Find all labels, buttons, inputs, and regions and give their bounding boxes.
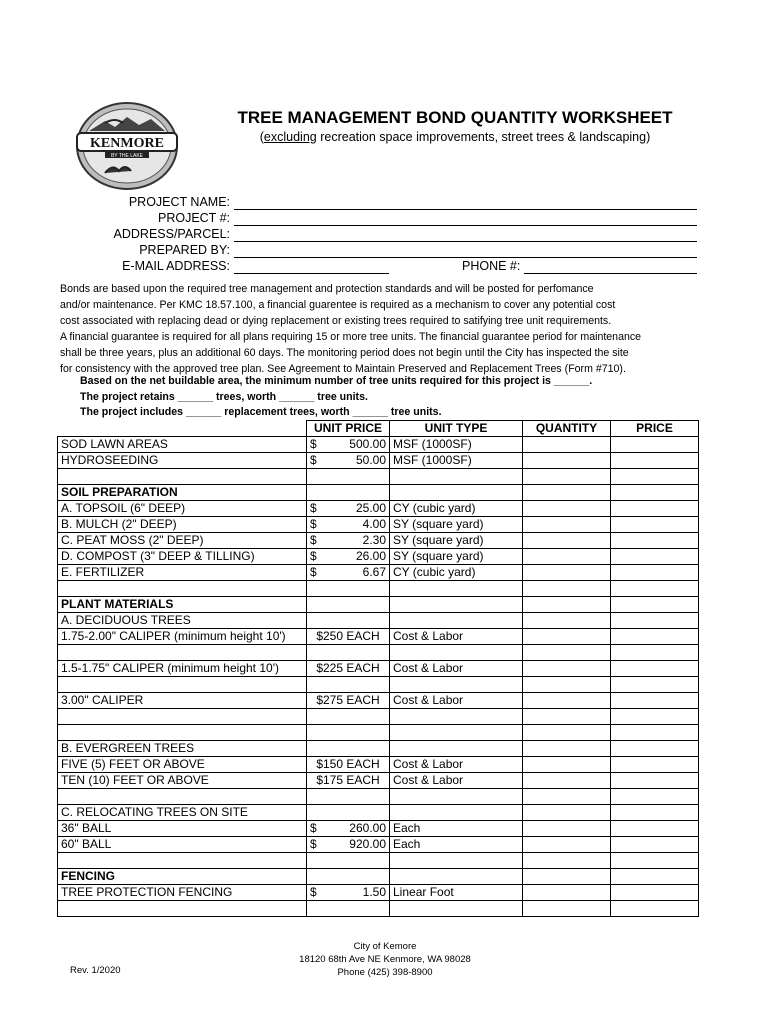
quantity-cell[interactable]: [523, 789, 611, 805]
table-row: [58, 549, 699, 565]
item-description: HYDROSEEDING: [58, 453, 307, 469]
price-cell[interactable]: [611, 517, 699, 533]
table-row: [58, 501, 699, 517]
quantity-cell[interactable]: [523, 709, 611, 725]
quantity-cell[interactable]: [523, 629, 611, 645]
quantity-cell[interactable]: [523, 533, 611, 549]
item-description: [58, 645, 307, 661]
para-line: shall be three years, plus an additional 60 days. The monitoring period does not begin until the City has inspected the site: [60, 347, 629, 359]
unit-price-cell: [307, 453, 390, 469]
unit-type-cell: [390, 581, 523, 597]
currency-symbol: $: [310, 437, 317, 451]
item-description: TEN (10) FEET OR ABOVE: [58, 773, 307, 789]
unit-type-cell: [390, 709, 523, 725]
price-cell[interactable]: [611, 709, 699, 725]
para-line: cost associated with replacing dead or dying replacement or existing trees required to satifying tree unit requirements.: [60, 315, 612, 327]
item-description: [58, 853, 307, 869]
project-number-field[interactable]: [234, 225, 697, 226]
item-description: 60" BALL: [58, 837, 307, 853]
price-cell[interactable]: [611, 869, 699, 885]
item-description: 36" BALL: [58, 821, 307, 837]
price-cell[interactable]: [611, 581, 699, 597]
quantity-cell[interactable]: [523, 741, 611, 757]
item-description: [58, 789, 307, 805]
price-cell[interactable]: [611, 469, 699, 485]
unit-price-cell: [307, 869, 390, 885]
quantity-cell[interactable]: [523, 613, 611, 629]
currency-symbol: $: [310, 549, 317, 563]
item-description: [58, 581, 307, 597]
unit-type-cell: [390, 485, 523, 501]
price-cell[interactable]: [611, 757, 699, 773]
tree-unit-statements: [80, 374, 592, 421]
item-description: TREE PROTECTION FENCING: [58, 885, 307, 901]
price-cell[interactable]: [611, 677, 699, 693]
unit-type-cell: [390, 613, 523, 629]
unit-type-cell: [390, 789, 523, 805]
currency-symbol: $: [310, 533, 317, 547]
unit-type-cell: Cost & Labor: [390, 661, 523, 677]
unit-type-cell: Cost & Labor: [390, 773, 523, 789]
price-cell[interactable]: [611, 661, 699, 677]
logo-name: KENMORE: [90, 136, 164, 151]
table-row: [58, 533, 699, 549]
unit-price-cell: [307, 805, 390, 821]
unit-type-cell: CY (cubic yard): [390, 501, 523, 517]
quantity-cell[interactable]: [523, 645, 611, 661]
currency-symbol: $: [310, 565, 317, 579]
item-description: A. TOPSOIL (6" DEEP): [58, 501, 307, 517]
item-description: D. COMPOST (3" DEEP & TILLING): [58, 549, 307, 565]
page-title: TREE MANAGEMENT BOND QUANTITY WORKSHEET: [237, 108, 673, 127]
footer-contact: [285, 940, 485, 979]
address-parcel-field[interactable]: [234, 241, 697, 242]
unit-price-amount: 50.00: [355, 453, 386, 467]
item-description: SOD LAWN AREAS: [58, 437, 307, 453]
unit-price-cell: [307, 741, 390, 757]
kenmore-logo: [75, 101, 179, 191]
unit-price-amount: 1.50: [362, 885, 386, 899]
quantity-cell[interactable]: [523, 837, 611, 853]
quantity-cell[interactable]: [523, 517, 611, 533]
table-row: [58, 869, 699, 885]
unit-price-cell: [307, 853, 390, 869]
item-description: FIVE (5) FEET OR ABOVE: [58, 757, 307, 773]
table-row: [58, 853, 699, 869]
price-cell[interactable]: [611, 645, 699, 661]
item-description: [58, 469, 307, 485]
unit-type-cell: CY (cubic yard): [390, 565, 523, 581]
item-description: [58, 677, 307, 693]
quantity-cell[interactable]: [523, 901, 611, 917]
quantity-cell[interactable]: [523, 677, 611, 693]
quantity-cell[interactable]: [523, 661, 611, 677]
table-row: [58, 645, 699, 661]
unit-type-cell: SY (square yard): [390, 549, 523, 565]
quantity-cell[interactable]: [523, 565, 611, 581]
table-row: [58, 773, 699, 789]
price-cell[interactable]: [611, 725, 699, 741]
para-line: Bonds are based upon the required tree management and protection standards and will be posted for perfomance: [60, 283, 594, 295]
para-line: A financial guarantee is required for all plans requiring 15 or more tree units. The financial guarantee period for maintenance: [60, 331, 642, 343]
unit-type-cell: SY (square yard): [390, 533, 523, 549]
quantity-cell[interactable]: [523, 725, 611, 741]
table-row: [58, 837, 699, 853]
unit-type-cell: [390, 469, 523, 485]
logo-tagline: BY THE LAKE: [110, 153, 144, 159]
section-heading: SOIL PREPARATION: [58, 485, 307, 501]
table-row: [58, 469, 699, 485]
unit-price-cell: [307, 565, 390, 581]
unit-type-cell: Linear Foot: [390, 885, 523, 901]
phone-field[interactable]: [524, 273, 697, 274]
item-description: B. MULCH (2" DEEP): [58, 517, 307, 533]
unit-price-cell: $175 EACH: [307, 773, 390, 789]
footer-city: City of Kemore: [353, 941, 417, 952]
email-label: E-MAIL ADDRESS:: [122, 259, 230, 273]
price-cell[interactable]: [611, 805, 699, 821]
table-row: [58, 597, 699, 613]
footer-phone: Phone (425) 398-8900: [337, 967, 433, 978]
unit-price-cell: [307, 885, 390, 901]
unit-price-cell: [307, 677, 390, 693]
quantity-cell[interactable]: [523, 773, 611, 789]
currency-symbol: $: [310, 453, 317, 467]
unit-price-cell: [307, 901, 390, 917]
section-heading: FENCING: [58, 869, 307, 885]
table-row: [58, 789, 699, 805]
unit-type-cell: [390, 853, 523, 869]
price-cell[interactable]: [611, 437, 699, 453]
item-description: 1.75-2.00" CALIPER (minimum height 10'): [58, 629, 307, 645]
quantity-cell[interactable]: [523, 885, 611, 901]
prepared-by-label: PREPARED BY:: [139, 243, 230, 257]
price-cell[interactable]: [611, 837, 699, 853]
unit-type-cell: SY (square yard): [390, 517, 523, 533]
unit-type-cell: [390, 869, 523, 885]
unit-price-amount: 260.00: [349, 821, 386, 835]
price-cell[interactable]: [611, 453, 699, 469]
unit-price-amount: 25.00: [355, 501, 386, 515]
quantity-cell[interactable]: [523, 757, 611, 773]
table-row: [58, 581, 699, 597]
table-row: [58, 629, 699, 645]
quantity-cell[interactable]: [523, 869, 611, 885]
header-price: PRICE: [611, 421, 699, 437]
quantity-cell[interactable]: [523, 485, 611, 501]
quantity-cell[interactable]: [523, 693, 611, 709]
quantity-cell[interactable]: [523, 805, 611, 821]
table-row: [58, 741, 699, 757]
replacement-trees-line: The project includes ______ replacement trees, worth ______ tree units.: [80, 406, 442, 418]
table-row: [58, 709, 699, 725]
price-cell[interactable]: [611, 885, 699, 901]
unit-type-cell: Cost & Labor: [390, 629, 523, 645]
unit-type-cell: [390, 677, 523, 693]
footer-address: 18120 68th Ave NE Kenmore, WA 98028: [299, 954, 471, 965]
unit-type-cell: [390, 645, 523, 661]
unit-type-cell: [390, 901, 523, 917]
price-cell[interactable]: [611, 565, 699, 581]
item-description: B. EVERGREEN TREES: [58, 741, 307, 757]
unit-price-cell: [307, 581, 390, 597]
item-description: [58, 725, 307, 741]
price-cell[interactable]: [611, 485, 699, 501]
unit-price-cell: [307, 533, 390, 549]
unit-price-cell: [307, 501, 390, 517]
min-tree-units-line: Based on the net buildable area, the minimum number of tree units required for this project is ______.: [80, 375, 593, 387]
price-cell[interactable]: [611, 853, 699, 869]
unit-type-cell: MSF (1000SF): [390, 437, 523, 453]
currency-symbol: $: [310, 837, 317, 851]
bond-description: [60, 281, 700, 377]
unit-type-cell: [390, 725, 523, 741]
table-row: [58, 821, 699, 837]
section-heading: PLANT MATERIALS: [58, 597, 307, 613]
email-field[interactable]: [234, 273, 389, 274]
price-cell[interactable]: [611, 501, 699, 517]
unit-price-amount: 500.00: [349, 437, 386, 451]
price-cell[interactable]: [611, 741, 699, 757]
price-cell[interactable]: [611, 789, 699, 805]
unit-price-cell: [307, 821, 390, 837]
currency-symbol: $: [310, 821, 317, 835]
project-number-label: PROJECT #:: [157, 211, 230, 225]
header-unit-type: UNIT TYPE: [390, 421, 523, 437]
unit-price-cell: [307, 517, 390, 533]
table-row: [58, 565, 699, 581]
header-blank: [58, 421, 307, 437]
unit-price-amount: 2.30: [362, 533, 386, 547]
unit-price-amount: 26.00: [355, 549, 386, 563]
price-cell[interactable]: [611, 597, 699, 613]
para-line: for consistency with the approved tree plan. See Agreement to Maintain Preserved and Replacement Trees (Form #710).: [60, 363, 626, 375]
currency-symbol: $: [310, 501, 317, 515]
item-description: C. PEAT MOSS (2" DEEP): [58, 533, 307, 549]
prepared-by-field[interactable]: [234, 257, 697, 258]
unit-price-cell: $250 EACH: [307, 629, 390, 645]
table-row: [58, 677, 699, 693]
item-description: [58, 709, 307, 725]
project-name-label: PROJECT NAME:: [128, 195, 230, 209]
quantity-cell[interactable]: [523, 821, 611, 837]
table-row: [58, 757, 699, 773]
quantity-cell[interactable]: [523, 597, 611, 613]
unit-price-cell: $150 EACH: [307, 757, 390, 773]
quantity-cell[interactable]: [523, 437, 611, 453]
quantity-cell[interactable]: [523, 469, 611, 485]
price-cell[interactable]: [611, 901, 699, 917]
quantity-cell[interactable]: [523, 501, 611, 517]
unit-price-amount: 920.00: [349, 837, 386, 851]
unit-type-cell: Cost & Labor: [390, 757, 523, 773]
item-description: A. DECIDUOUS TREES: [58, 613, 307, 629]
unit-price-cell: [307, 613, 390, 629]
unit-price-cell: [307, 645, 390, 661]
unit-price-cell: [307, 485, 390, 501]
unit-price-cell: [307, 725, 390, 741]
item-description: C. RELOCATING TREES ON SITE: [58, 805, 307, 821]
quantity-cell[interactable]: [523, 453, 611, 469]
table-row: [58, 725, 699, 741]
unit-price-cell: [307, 597, 390, 613]
price-cell[interactable]: [611, 693, 699, 709]
currency-symbol: $: [310, 517, 317, 531]
quantity-cell[interactable]: [523, 581, 611, 597]
table-row: [58, 453, 699, 469]
table-row: [58, 485, 699, 501]
project-name-field[interactable]: [234, 209, 697, 210]
address-parcel-label: ADDRESS/PARCEL:: [113, 227, 230, 241]
unit-type-cell: [390, 597, 523, 613]
unit-price-amount: 6.67: [362, 565, 386, 579]
table-row: [58, 693, 699, 709]
item-description: E. FERTILIZER: [58, 565, 307, 581]
price-cell[interactable]: [611, 629, 699, 645]
unit-type-cell: Each: [390, 837, 523, 853]
quantity-cell[interactable]: [523, 853, 611, 869]
price-cell[interactable]: [611, 549, 699, 565]
unit-price-cell: $225 EACH: [307, 661, 390, 677]
header-quantity: QUANTITY: [523, 421, 611, 437]
quantity-table: [57, 420, 699, 917]
unit-type-cell: [390, 741, 523, 757]
price-cell[interactable]: [611, 773, 699, 789]
revision-label: Rev. 1/2020: [70, 965, 121, 976]
table-header-row: [58, 421, 699, 437]
unit-price-cell: [307, 789, 390, 805]
phone-label: PHONE #:: [462, 259, 521, 273]
header-unit-price: UNIT PRICE: [307, 421, 390, 437]
item-description: 3.00" CALIPER: [58, 693, 307, 709]
unit-price-cell: [307, 549, 390, 565]
unit-type-cell: Each: [390, 821, 523, 837]
unit-price-cell: [307, 469, 390, 485]
currency-symbol: $: [310, 885, 317, 899]
unit-price-cell: $275 EACH: [307, 693, 390, 709]
price-cell[interactable]: [611, 533, 699, 549]
table-row: [58, 613, 699, 629]
unit-price-amount: 4.00: [362, 517, 386, 531]
page-subtitle: (excluding recreation space improvements, street trees & landscaping): [259, 130, 651, 144]
unit-type-cell: Cost & Labor: [390, 693, 523, 709]
table-row: [58, 901, 699, 917]
item-description: [58, 901, 307, 917]
unit-price-cell: [307, 837, 390, 853]
subtitle-excluding: excluding: [263, 130, 317, 144]
price-cell[interactable]: [611, 613, 699, 629]
quantity-cell[interactable]: [523, 549, 611, 565]
table-row: [58, 517, 699, 533]
table-row: [58, 805, 699, 821]
table-row: [58, 437, 699, 453]
unit-price-cell: [307, 437, 390, 453]
table-row: [58, 885, 699, 901]
para-line: and/or maintenance. Per KMC 18.57.100, a financial guarentee is required as a mechanism to cover any potential cost: [60, 299, 616, 311]
unit-price-cell: [307, 709, 390, 725]
table-row: [58, 661, 699, 677]
price-cell[interactable]: [611, 821, 699, 837]
item-description: 1.5-1.75" CALIPER (minimum height 10'): [58, 661, 307, 677]
retained-trees-line: The project retains ______ trees, worth ______ tree units.: [80, 390, 368, 403]
unit-type-cell: MSF (1000SF): [390, 453, 523, 469]
unit-type-cell: [390, 805, 523, 821]
